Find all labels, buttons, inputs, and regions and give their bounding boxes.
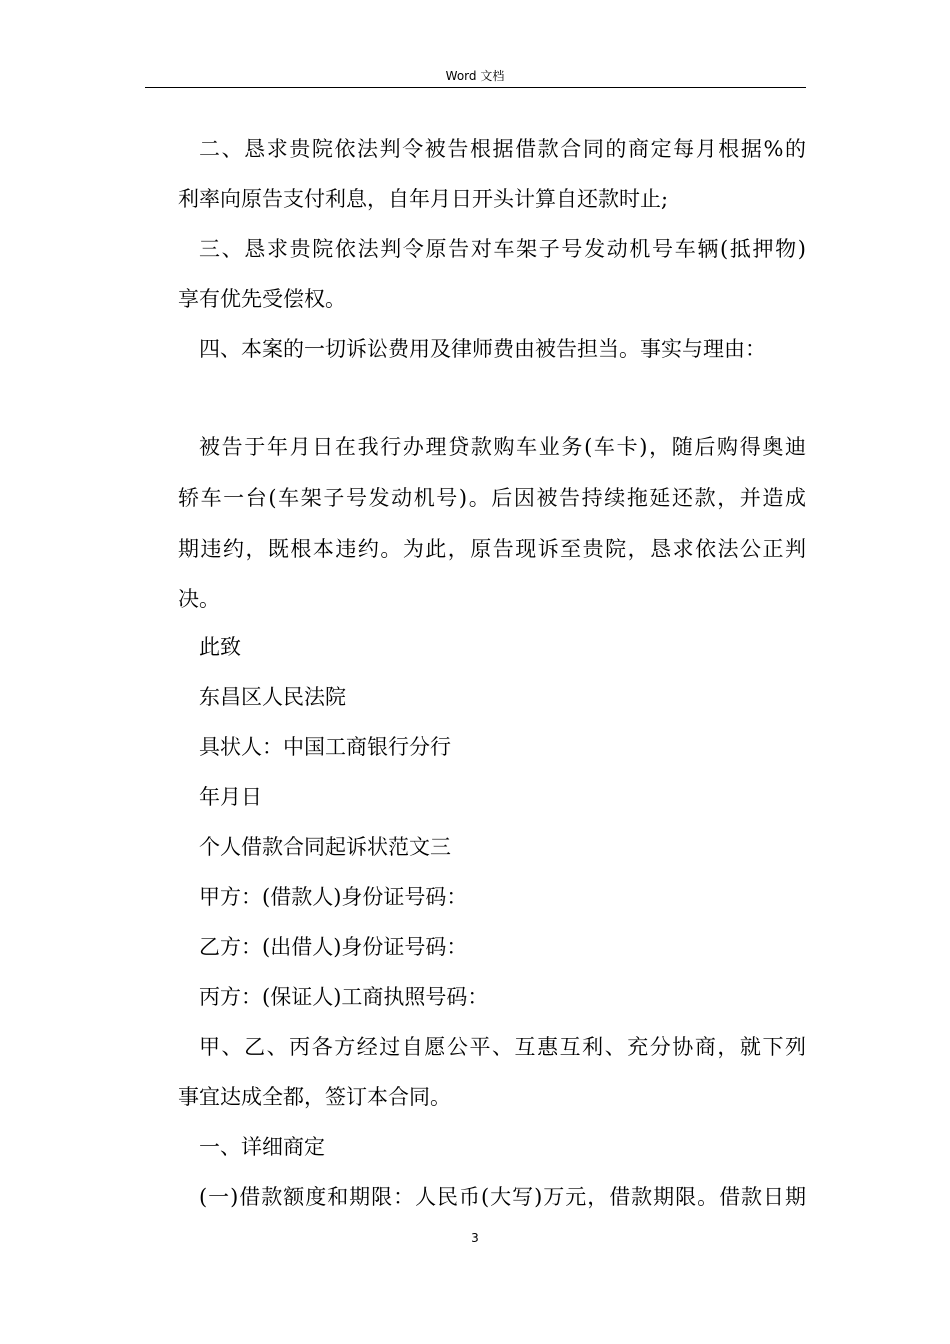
- date-line: 年月日: [199, 785, 262, 809]
- plaintiff-signature-line: 具状人：中国工商银行分行: [199, 735, 451, 759]
- page-number: 3: [471, 1231, 479, 1245]
- paragraph-line: 甲、乙、丙各方经过自愿公平、互惠互利、充分协商，就下列: [199, 1035, 806, 1059]
- section-heading: 个人借款合同起诉状范文三: [199, 835, 451, 859]
- paragraph-line: 四、本案的一切诉讼费用及律师费由被告担当。事实与理由：: [199, 337, 766, 361]
- party-c-line: 丙方：(保证人)工商执照号码：: [199, 985, 489, 1009]
- subsection-heading: 一、详细商定: [199, 1135, 325, 1159]
- paragraph-line: 利率向原告支付利息，自年月日开头计算自还款时止;: [178, 187, 669, 211]
- paragraph-line: 事宜达成全都，签订本合同。: [178, 1085, 451, 1109]
- header-divider: [145, 87, 806, 88]
- paragraph-line: 三、恳求贵院依法判令原告对车架子号发动机号车辆(抵押物): [199, 237, 806, 261]
- paragraph-line: 享有优先受偿权。: [178, 287, 346, 311]
- recipient-court-line: 东昌区人民法院: [199, 685, 346, 709]
- party-a-line: 甲方：(借款人)身份证号码：: [199, 885, 468, 909]
- paragraph-line: 二、恳求贵院依法判令被告根据借款合同的商定每月根据%的: [199, 137, 806, 161]
- paragraph-line: 决。: [178, 587, 220, 611]
- paragraph-line: 期违约，既根本违约。为此，原告现诉至贵院，恳求依法公正判: [178, 537, 806, 561]
- paragraph-line: (一)借款额度和期限：人民币(大写)万元，借款期限。借款日期: [199, 1185, 806, 1209]
- paragraph-line: 被告于年月日在我行办理贷款购车业务(车卡)，随后购得奥迪: [199, 435, 806, 459]
- document-header-title: Word 文档: [445, 69, 505, 83]
- salutation-line: 此致: [199, 635, 241, 659]
- party-b-line: 乙方：(出借人)身份证号码：: [199, 935, 468, 959]
- paragraph-line: 轿车一台(车架子号发动机号)。后因被告持续拖延还款，并造成: [178, 486, 806, 510]
